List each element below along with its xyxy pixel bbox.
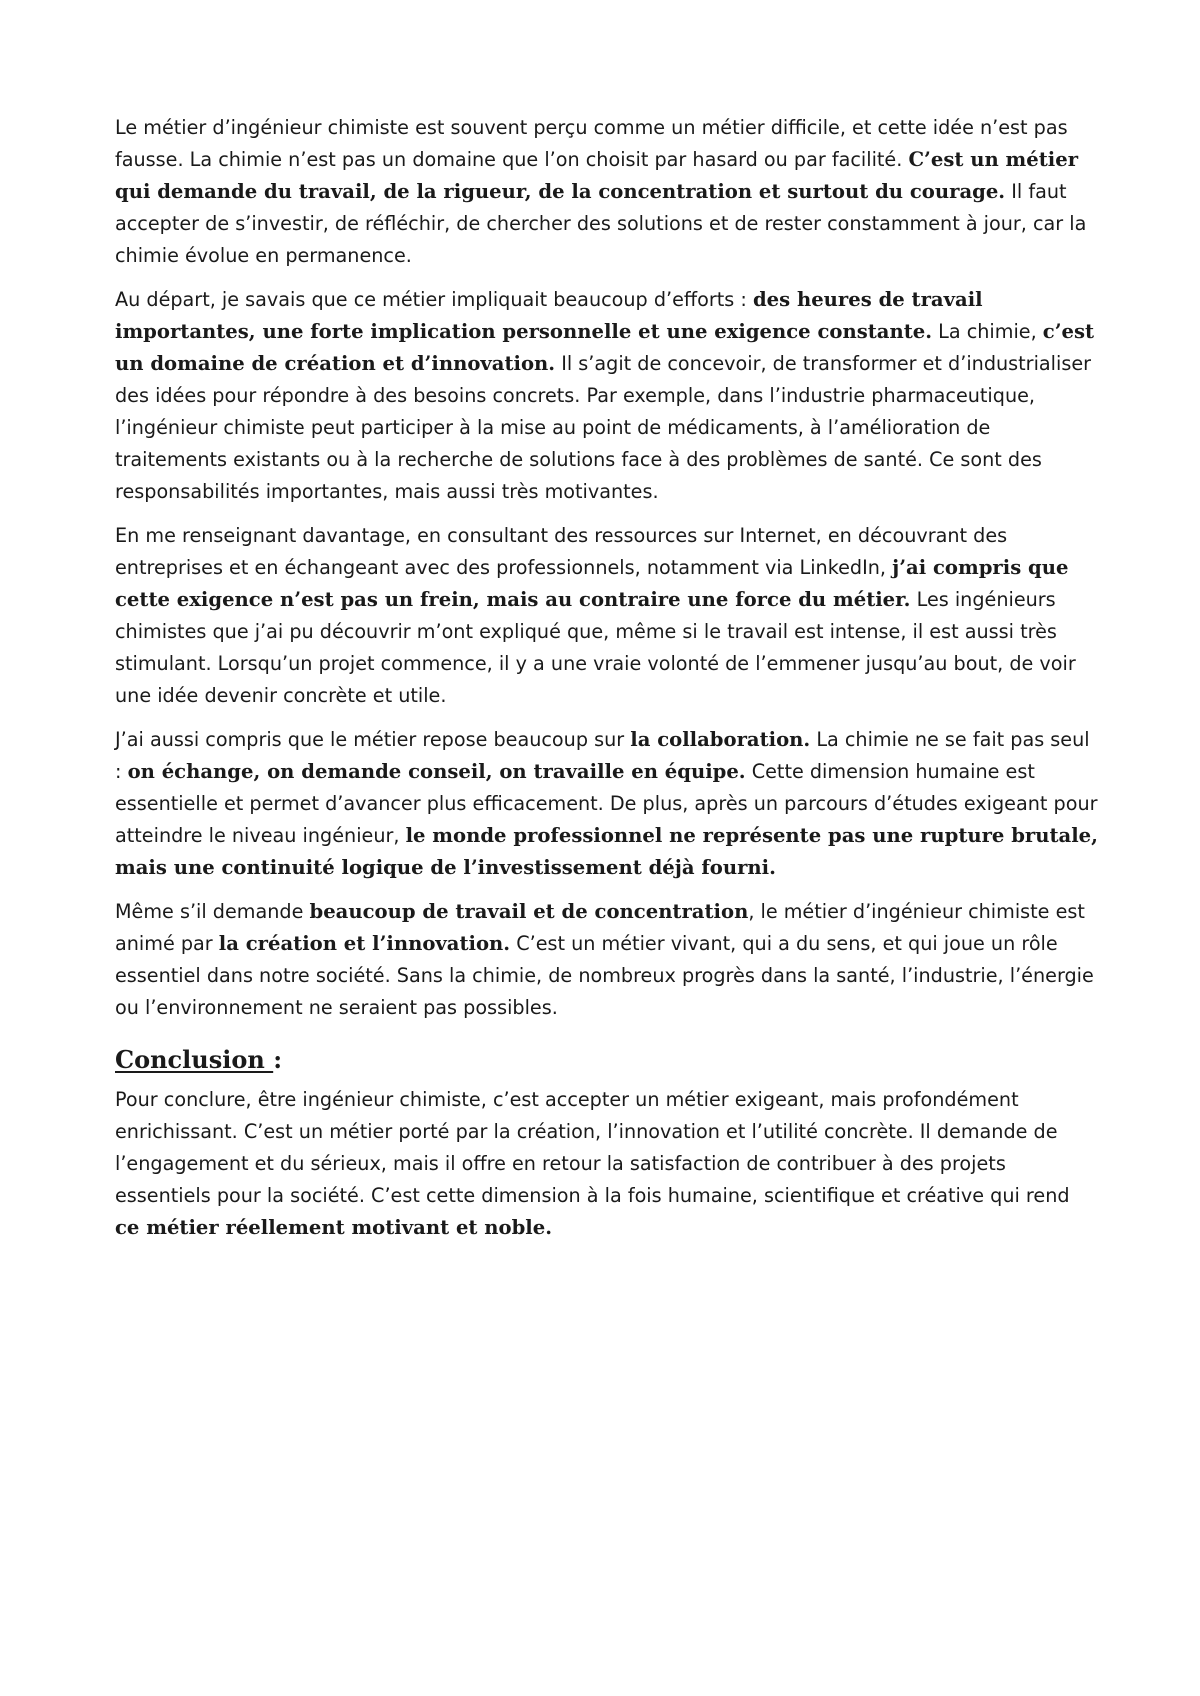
text-run: Il s’agit de concevoir, de transformer et d’industrialiser des idées pour répondre à des besoins concrets. Par exemple, dans l’industrie pharmaceutique, l’ingénieur chimiste peut participer à la mise au point de médicaments, à l’amélioration de traitements existants ou à la recherche de solutions face à des problèmes de santé. Ce sont des responsabilités importantes, mais aussi très motivantes. <box>115 352 1092 503</box>
text-run: , le métier d’ingénieur chimiste est animé par <box>115 900 1085 955</box>
bold-text-run: on échange, on demande conseil, on travaille en équipe. <box>127 760 746 783</box>
text-run: J’ai aussi compris que le métier repose beaucoup sur <box>115 728 631 751</box>
text-run: Les ingénieurs chimistes que j’ai pu découvrir m’ont expliqué que, même si le travail est intense, il est aussi très stimulant. Lorsqu’un projet commence, il y a une vraie volonté de l’emmener jusqu’au bout, de voir une idée devenir concrète et utile. <box>115 588 1076 707</box>
bold-text-run: le monde professionnel ne représente pas une rupture brutale, mais une continuité logique de l’investissement déjà fourni. <box>115 824 1098 879</box>
paragraph <box>115 724 1100 884</box>
conclusion-text <box>115 1084 1100 1244</box>
bold-text-run: des heures de travail importantes, une forte implication personnelle et une exigence constante. <box>115 288 983 343</box>
text-run: Il faut accepter de s’investir, de réfléchir, de chercher des solutions et de rester constamment à jour, car la chimie évolue en permanence. <box>115 180 1087 267</box>
paragraph <box>115 284 1100 508</box>
bold-text-run: ce métier réellement motivant et noble. <box>115 1216 553 1239</box>
paragraph <box>115 896 1100 1024</box>
paragraph <box>115 520 1100 712</box>
text-run: En me renseignant davantage, en consultant des ressources sur Internet, en découvrant des entreprises et en échangeant avec des professionnels, notamment via LinkedIn, <box>115 524 1008 579</box>
paragraph <box>115 112 1100 272</box>
bold-text-run: la collaboration. <box>630 728 811 751</box>
conclusion-paragraph <box>115 1084 1100 1244</box>
text-run: La chimie, <box>932 320 1043 343</box>
body-text <box>115 112 1100 1024</box>
text-run: Au départ, je savais que ce métier impliquait beaucoup d’efforts : <box>115 288 753 311</box>
bold-text-run: j’ai compris que cette exigence n’est pas un frein, mais au contraire une force du métier. <box>115 556 1069 611</box>
bold-text-run: C’est un métier qui demande du travail, de la rigueur, de la concentration et surtout du courage. <box>115 148 1079 203</box>
conclusion-heading-colon: : <box>273 1045 283 1074</box>
bold-text-run: c’est un domaine de création et d’innovation. <box>115 320 1095 375</box>
conclusion-heading <box>115 1042 1100 1078</box>
conclusion-heading-text: Conclusion <box>115 1045 274 1074</box>
document-page <box>115 112 1100 1256</box>
text-run: Même s’il demande <box>115 900 310 923</box>
text-run: Cette dimension humaine est essentielle et permet d’avancer plus efficacement. De plus, après un parcours d’études exigeant pour atteindre le niveau ingénieur, <box>115 760 1098 847</box>
text-run: C’est un métier vivant, qui a du sens, et qui joue un rôle essentiel dans notre société. Sans la chimie, de nombreux progrès dans la santé, l’industrie, l’énergie ou l’environnement ne seraient pas possibles. <box>115 932 1094 1019</box>
bold-text-run: la création et l’innovation. <box>218 932 511 955</box>
bold-text-run: beaucoup de travail et de concentration <box>309 900 749 923</box>
text-run: La chimie ne se fait pas seul : <box>115 728 1090 783</box>
text-run: Pour conclure, être ingénieur chimiste, c’est accepter un métier exigeant, mais profondément enrichissant. C’est un métier porté par la création, l’innovation et l’utilité concrète. Il demande de l’engagement et du sérieux, mais il offre en retour la satisfaction de contribuer à des projets essentiels pour la société. C’est cette dimension à la fois humaine, scientifique et créative qui rend <box>115 1088 1070 1207</box>
text-run: Le métier d’ingénieur chimiste est souvent perçu comme un métier difficile, et cette idée n’est pas fausse. La chimie n’est pas un domaine que l’on choisit par hasard ou par facilité. <box>115 116 1068 171</box>
